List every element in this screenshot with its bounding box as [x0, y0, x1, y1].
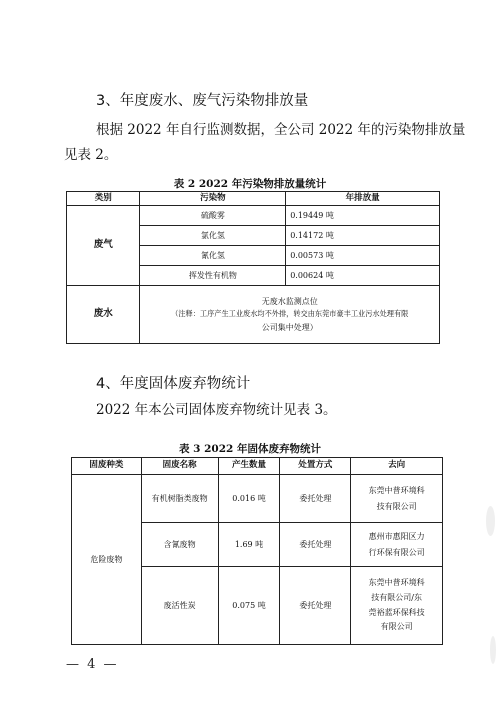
table3-header-type: 固废种类: [72, 458, 142, 475]
table-cell: 含氰废物: [141, 523, 218, 567]
table2-header-category: 类别: [67, 192, 140, 206]
table-cell: 0.016 吨: [218, 475, 280, 523]
destination-line: 行环保有限公司: [368, 547, 425, 557]
destination-line: 东莞中普环境科: [368, 577, 425, 587]
table-cell: 氰化氢: [140, 246, 286, 266]
water-note-cell: [140, 286, 440, 344]
table-cell: 有机树脂类废物: [141, 475, 218, 523]
section4-paragraph: 2022 年本公司固体废弃物统计见表 3。: [96, 402, 337, 418]
section3-heading: 3、年度废水、废气污染物排放量: [96, 93, 309, 109]
table-cell: 废活性炭: [141, 567, 218, 645]
destination-line: 有限公司: [380, 622, 413, 632]
water-note-line3: 公司集中处理）: [261, 322, 318, 332]
destination-cell: [351, 523, 443, 567]
table3-header-method: 处置方式: [280, 458, 351, 475]
table-cell: 委托处理: [280, 475, 351, 523]
hazardous-category-cell: 危险废物: [72, 475, 142, 645]
table-cell: 委托处理: [280, 567, 351, 645]
pollutant-table: [66, 191, 440, 344]
destination-line: 莞裕蓝环保科技: [368, 607, 425, 617]
gas-category-cell: 废气: [67, 206, 140, 286]
scan-mark: [486, 506, 495, 536]
section3-paragraph-line1: 根据 2022 年自行监测数据，全公司 2022 年的污染物排放量: [96, 122, 466, 138]
table-cell: 氯化氢: [140, 226, 286, 246]
water-note-line1: 无废水监测点位: [261, 297, 318, 307]
destination-cell: [351, 475, 443, 523]
table-cell: 0.14172 吨: [286, 226, 440, 246]
section3-paragraph-line2: 见表 2。: [64, 147, 118, 163]
table-cell: 委托处理: [280, 523, 351, 567]
table2-header-pollutant: 污染物: [140, 192, 286, 206]
table-cell: 挥发性有机物: [140, 266, 286, 286]
table3-caption: 表 3 2022 年固体废弃物统计: [179, 443, 321, 455]
table-cell: 1.69 吨: [218, 523, 280, 567]
water-category-cell: 废水: [67, 286, 140, 344]
table-cell: 硫酸雾: [140, 206, 286, 226]
table3-header-name: 固废名称: [141, 458, 218, 475]
destination-cell: [351, 567, 443, 645]
table-cell: 0.00624 吨: [286, 266, 440, 286]
destination-line: 技有限公司/东: [371, 592, 422, 602]
section4-heading: 4、年度固体废弃物统计: [96, 376, 251, 392]
page-number: — 4 —: [66, 657, 119, 672]
table-cell: 0.075 吨: [218, 567, 280, 645]
destination-line: 惠州市惠阳区力: [368, 532, 425, 542]
solid-waste-table: [71, 457, 443, 645]
table3-header-quantity: 产生数量: [218, 458, 280, 475]
destination-line: 技有限公司: [376, 501, 417, 511]
destination-line: 东莞中普环境科: [368, 486, 425, 496]
table-cell: 0.19449 吨: [286, 206, 440, 226]
table-cell: 0.00573 吨: [286, 246, 440, 266]
table2-caption: 表 2 2022 年污染物排放量统计: [173, 178, 327, 190]
table3-header-destination: 去向: [351, 458, 443, 475]
water-note-line2: （注释：工序产生工业废水均不外排，转交由东莞市豪丰工业污水处理有限: [171, 309, 409, 319]
scan-mark: [490, 636, 496, 664]
table2-header-amount: 年排放量: [286, 192, 440, 206]
